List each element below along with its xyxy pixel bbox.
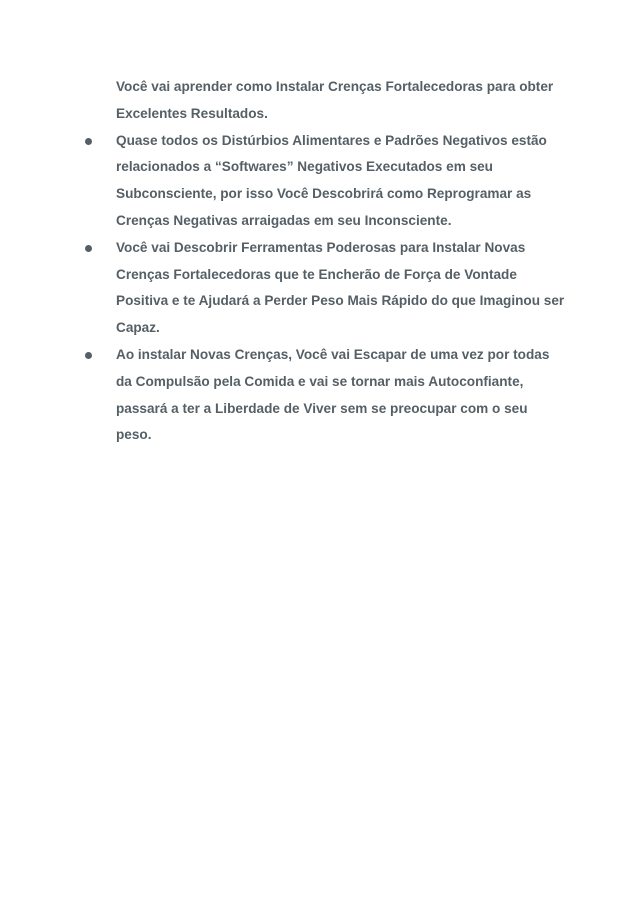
document-body [80, 74, 600, 449]
bullet-line: peso. [116, 427, 152, 443]
bullet-line: Crenças Negativas arraigadas em seu Inconsciente. [116, 212, 452, 228]
bullet-line: Você vai Descobrir Ferramentas Poderosas para Instalar Novas [116, 239, 526, 255]
intro-paragraph [80, 74, 600, 128]
bullet-line: Quase todos os Distúrbios Alimentares e Padrões Negativos estão [116, 132, 547, 148]
bullet-item-disturbios [80, 128, 600, 235]
bullet-item-ferramentas [80, 235, 600, 342]
bullet-line: Ao instalar Novas Crenças, Você vai Escapar de uma vez por todas [116, 346, 550, 362]
intro-line: Você vai aprender como Instalar Crenças Fortalecedoras para obter [116, 79, 554, 94]
bullet-line: Capaz. [116, 320, 160, 336]
bullet-line: Crenças Fortalecedoras que te Encherão de Força de Vontade [116, 266, 517, 282]
bullet-dot-icon [85, 138, 92, 145]
bullet-dot-icon [85, 352, 92, 359]
bullet-dot-icon [85, 245, 92, 252]
bullet-line: Subconsciente, por isso Você Descobrirá como Reprogramar as [116, 186, 532, 202]
bullet-item-novas-crencas [80, 342, 600, 449]
bullet-line: da Compulsão pela Comida e vai se tornar mais Autoconfiante, [116, 373, 524, 389]
bullet-line: Positiva e te Ajudará a Perder Peso Mais Rápido do que Imaginou ser [116, 293, 565, 309]
bullet-line: relacionados a “Softwares” Negativos Executados em seu [116, 159, 493, 175]
bullet-line: passará a ter a Liberdade de Viver sem se preocupar com o seu [116, 400, 528, 416]
intro-line: Excelentes Resultados. [116, 105, 268, 121]
